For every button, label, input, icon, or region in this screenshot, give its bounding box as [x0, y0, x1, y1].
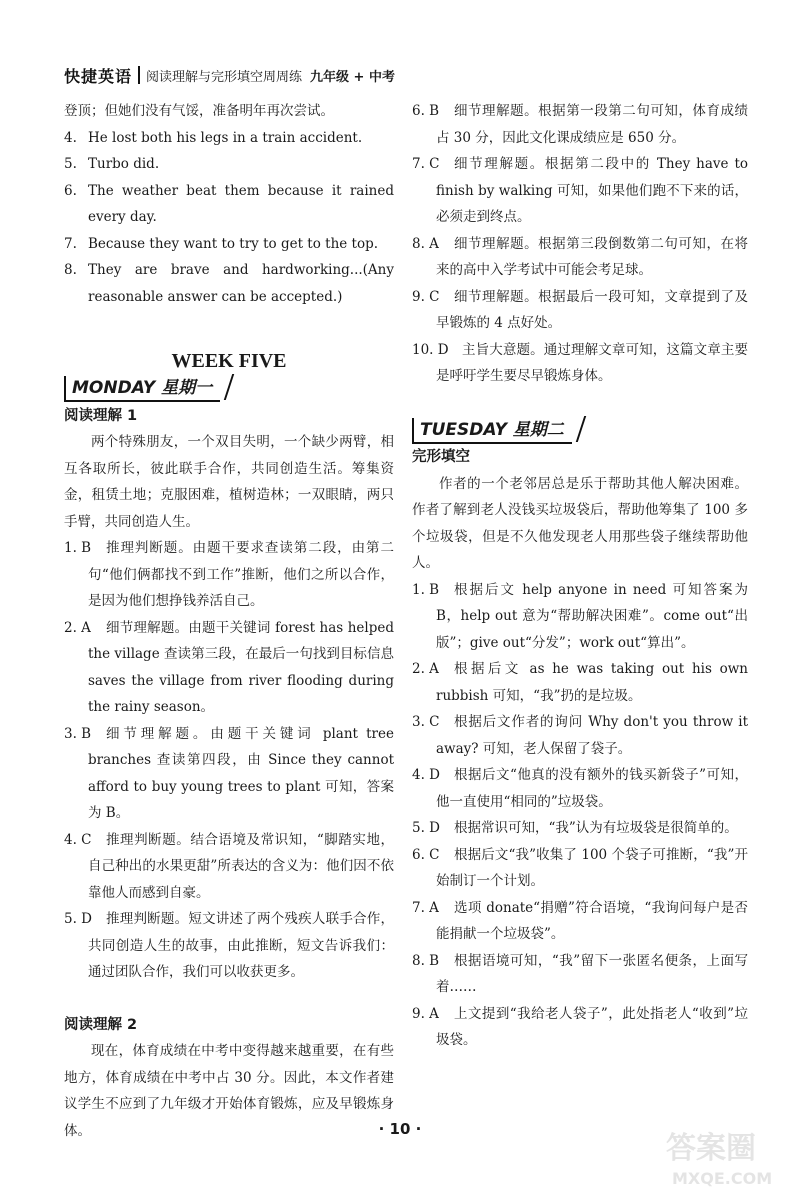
answer-text: 推理判断题。由题干要求查读第二段，由第二句“他们俩都找不到工作”推断，他们之所以合作，是因为他们想挣钱养活自己。: [88, 540, 394, 609]
answer-item: [412, 284, 748, 337]
answer-item: [412, 762, 748, 815]
answer-item: [64, 721, 394, 827]
header-divider: [138, 66, 140, 84]
answer-text: 根据后文 help anyone in need 可知答案为 B，help out 意为“帮助解决困难”。come out“出版”；give out“分发”；work out“算出”。: [436, 581, 748, 651]
day-banner-tuesday: [412, 418, 748, 445]
answer-number: 1. B: [412, 581, 440, 598]
answer-text: 根据后文“我”收集了 100 个袋子可推断，“我”开始制订一个计划。: [436, 846, 748, 889]
answer-item: [64, 178, 394, 231]
answer-item: [412, 815, 748, 842]
book-title: 阅读理解与完形填空周周练: [146, 69, 303, 85]
banner-slash: [224, 374, 234, 400]
brand-logo: 快捷英语: [64, 66, 133, 86]
section-heading-reading-1: 阅读理解 1: [64, 407, 138, 424]
answer-item: [64, 125, 394, 152]
day-banner-monday: [64, 376, 394, 403]
answer-item: [412, 895, 748, 948]
answer-item: [412, 231, 748, 284]
answer-number: 3. C: [412, 714, 440, 730]
answer-text: 根据后文 as he was taking out his own rubbish 可知，“我”扔的是垃圾。: [436, 661, 748, 704]
answer-number: 5. D: [64, 911, 92, 927]
answer-number: 4. C: [64, 831, 92, 848]
answer-number: 5. D: [412, 820, 440, 836]
carry-over-text: 登顶；但她们没有气馁，准备明年再次尝试。: [64, 103, 334, 119]
right-column: [412, 98, 748, 1054]
answer-number: 6. C: [412, 846, 440, 863]
answer-text: 根据后文“他真的没有额外的钱买新袋子”可知，他一直使用“相同的”垃圾袋。: [436, 767, 748, 810]
answer-item: [64, 231, 394, 258]
answer-number: 3. B: [64, 725, 92, 742]
answer-number: 1. B: [64, 540, 92, 556]
answer-text: 根据后文作者的询问 Why don't you throw it away? 可知，老人保留了袋子。: [436, 714, 748, 757]
answer-text: 细节理解题。根据最后一段可知，文章提到了及早锻炼的 4 点好处。: [436, 288, 748, 331]
answer-item: [412, 577, 748, 657]
answer-text: 细节理解题。根据第一段第二句可知，体育成绩占 30 分，因此文化课成绩应是 650 分。: [436, 103, 748, 146]
answer-item: [412, 1001, 748, 1054]
page-number: · 10 ·: [378, 1120, 422, 1138]
watermark-logo: [662, 1122, 782, 1192]
answer-item: [64, 827, 394, 907]
answer-item: [412, 842, 748, 895]
answer-text: 细节理解题。根据第三段倒数第二句可知，在将来的高中入学考试中可能会考足球。: [436, 235, 748, 278]
week-heading: WEEK FIVE: [171, 350, 287, 372]
answer-text: 根据常识可知，“我”认为有垃圾袋是很简单的。: [454, 820, 738, 836]
answer-text: 推理判断题。结合语境及常识知，“脚踏实地，自己种出的水果更甜”所表达的含义为：他们因不依靠他人而感到自豪。: [88, 831, 394, 901]
answer-text: 选项 donate“捐赠”符合语境，“我询问每户是否能捐献一个垃圾袋”。: [436, 899, 748, 942]
answer-text: 上文提到“我给老人袋子”，此处指老人“收到”垃圾袋。: [436, 1005, 748, 1048]
answer-number: 9. A: [412, 1005, 439, 1022]
answer-number: 7. A: [412, 899, 439, 916]
spacer: [64, 986, 394, 1012]
answer-text: Turbo did.: [88, 156, 160, 172]
watermark-subtext: MXQE.COM: [672, 1169, 773, 1188]
section-heading-cloze: 完形填空: [412, 449, 470, 465]
answer-number: 8. A: [412, 235, 439, 252]
answer-item: [64, 257, 394, 310]
answer-item: [64, 906, 394, 986]
answer-item: [412, 151, 748, 231]
answer-number: 8.: [64, 262, 77, 278]
summary-paragraph: 作者的一个老邻居总是乐于帮助其他人解决困难。作者了解到老人没钱买垃圾袋后，帮助他筹集了 100 多个垃圾袋，但是不久他发现老人用那些袋子继续帮助他人。: [412, 475, 748, 571]
answer-text: 细节理解题。根据第二段中的 They have to finish by walking 可知，如果他们跑不下来的话，必须走到终点。: [436, 156, 748, 225]
answer-number: 5.: [64, 156, 77, 172]
answer-text: He lost both his legs in a train accident.: [88, 129, 363, 146]
summary-paragraph: 两个特殊朋友，一个双目失明，一个缺少两臂，相互各取所长，彼此联手合作，共同创造生活。筹集资金，租赁土地；克服困难，植树造林；一双眼睛，两只手臂，共同创造人生。: [64, 434, 394, 530]
answer-list-reading-1: [64, 535, 394, 986]
grade-label: 九年级 + 中考: [310, 69, 395, 85]
day-text: MONDAY 星期一: [72, 378, 213, 398]
answer-number: 9. C: [412, 288, 440, 305]
answer-text: 根据语境可知，“我”留下一张匿名便条，上面写着……: [436, 952, 748, 995]
answer-number: 2. A: [412, 661, 439, 677]
spacer: [412, 390, 748, 418]
answer-text: 细节理解题。由题干关键词 plant tree branches 查读第四段，由 Since they cannot afford to buy young trees to plant 可知，答案为 B。: [88, 725, 394, 821]
answer-item: [64, 151, 394, 178]
answer-text: 主旨大意题。通过理解文章可知，这篇文章主要是呼吁学生要尽早锻炼身体。: [436, 341, 748, 384]
left-column: [64, 98, 394, 1144]
banner-slash: [576, 416, 586, 442]
answer-item: [412, 709, 748, 762]
day-text: TUESDAY 星期二: [420, 419, 564, 440]
answer-list-cloze: [412, 577, 748, 1054]
watermark-text: 答案圈: [666, 1131, 756, 1166]
answer-item: [64, 615, 394, 721]
answer-number: 2. A: [64, 619, 91, 636]
answer-number: 4. D: [412, 767, 440, 783]
page-header: [64, 62, 740, 88]
day-label: [64, 376, 220, 402]
answer-number: 6. B: [412, 103, 440, 119]
answer-item: [412, 98, 748, 151]
answer-item: [412, 656, 748, 709]
answer-text: 细节理解题。由题干关键词 forest has helped the village 查读第三段，在最后一句找到目标信息 saves the village from river flooding during the rainy season。: [88, 619, 394, 715]
answer-item: [412, 337, 748, 390]
day-label: [412, 418, 572, 444]
answer-text: They are brave and hardworking...(Any reasonable answer can be accepted.): [88, 262, 394, 305]
answer-number: 4.: [64, 129, 77, 146]
answer-number: 10. D: [412, 341, 449, 358]
answer-number: 7.: [64, 235, 77, 252]
answer-item: [412, 948, 748, 1001]
answer-number: 7. C: [412, 156, 440, 172]
answer-text: Because they want to try to get to the top.: [88, 235, 379, 252]
answer-text: The weather beat them because it rained every day.: [88, 182, 394, 225]
section-heading-reading-2: 阅读理解 2: [64, 1016, 138, 1033]
answer-list-reading-2: [412, 98, 748, 390]
answer-list-top: [64, 125, 394, 311]
answer-number: 6.: [64, 182, 77, 199]
answer-number: 8. B: [412, 952, 440, 969]
answer-text: 推理判断题。短文讲述了两个残疾人联手合作，共同创造人生的故事，由此推断，短文告诉我们：通过团队合作，我们可以收获更多。: [88, 911, 394, 980]
summary-paragraph: 现在，体育成绩在中考中变得越来越重要，在有些地方，体育成绩在中考中占 30 分。因此，本文作者建议学生不应到了九年级才开始体育锻炼，应及早锻炼身体。: [64, 1043, 394, 1139]
answer-item: [64, 535, 394, 615]
